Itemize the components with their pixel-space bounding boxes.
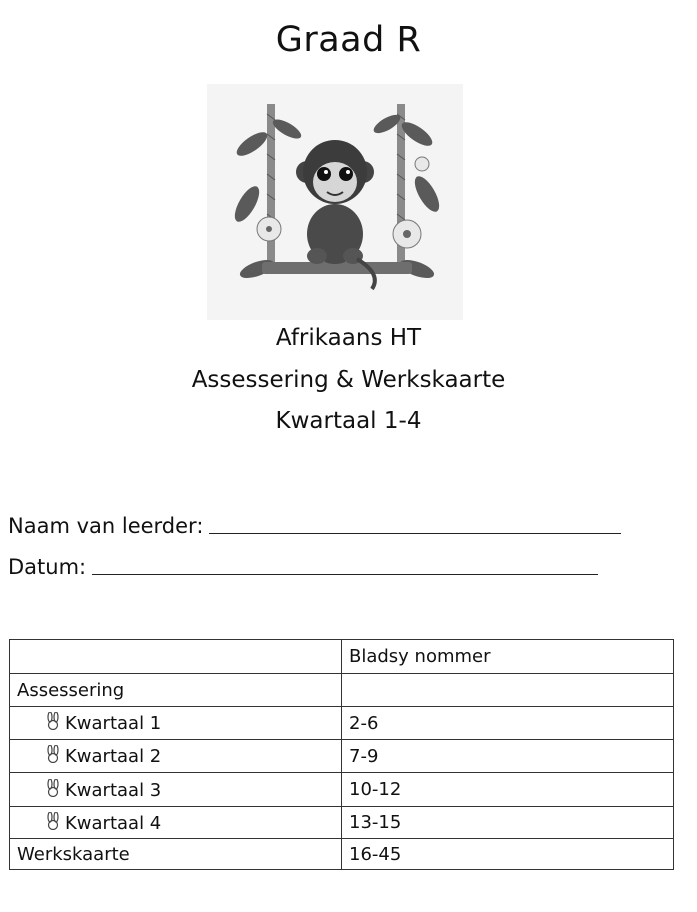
- row-label-cell: [10, 707, 342, 740]
- row-pages: 10-12: [342, 773, 674, 807]
- table-row: [10, 773, 674, 807]
- subject-title: Afrikaans HT: [275, 325, 422, 351]
- learner-name-label: Naam van leerder:: [8, 514, 204, 538]
- row-label-cell: [10, 807, 342, 839]
- date-label: Datum:: [8, 555, 87, 579]
- document-subtitle: Assessering & Werkskaarte: [191, 367, 506, 393]
- table-header-row: [10, 640, 674, 674]
- row-label-cell: [10, 740, 342, 773]
- date-field: [8, 555, 598, 579]
- table-row: [10, 674, 674, 707]
- table-header-cell: [10, 640, 342, 674]
- table-row: [10, 839, 674, 870]
- row-label: Kwartaal 2: [65, 746, 162, 767]
- row-label: Assessering: [10, 674, 342, 707]
- row-pages: 7-9: [342, 740, 674, 773]
- learner-name-line[interactable]: [209, 533, 621, 534]
- row-label: Kwartaal 3: [65, 779, 162, 801]
- table-header-cell-pages: Bladsy nommer: [342, 640, 674, 674]
- row-pages: 13-15: [342, 807, 674, 839]
- row-pages: 16-45: [342, 839, 674, 870]
- row-pages: [342, 674, 674, 707]
- bunny-icon: [46, 779, 60, 797]
- row-label: Kwartaal 1: [65, 713, 162, 734]
- row-pages: 2-6: [342, 707, 674, 740]
- table-row: [10, 740, 674, 773]
- bunny-icon: [46, 812, 60, 830]
- bunny-icon: [46, 745, 60, 763]
- page-title: Graad R: [275, 20, 422, 60]
- row-label: Kwartaal 4: [65, 812, 162, 834]
- learner-name-field: [8, 514, 621, 538]
- term-range: Kwartaal 1-4: [275, 408, 422, 434]
- monkey-illustration-icon: [207, 84, 463, 320]
- bunny-icon: [46, 712, 60, 730]
- date-line[interactable]: [92, 574, 598, 575]
- table-row: [10, 707, 674, 740]
- row-label: Werkskaarte: [10, 839, 342, 870]
- contents-table: [9, 639, 674, 870]
- table-row: [10, 807, 674, 839]
- monkey-on-swing-illustration: [207, 84, 463, 320]
- row-label-cell: [10, 773, 342, 807]
